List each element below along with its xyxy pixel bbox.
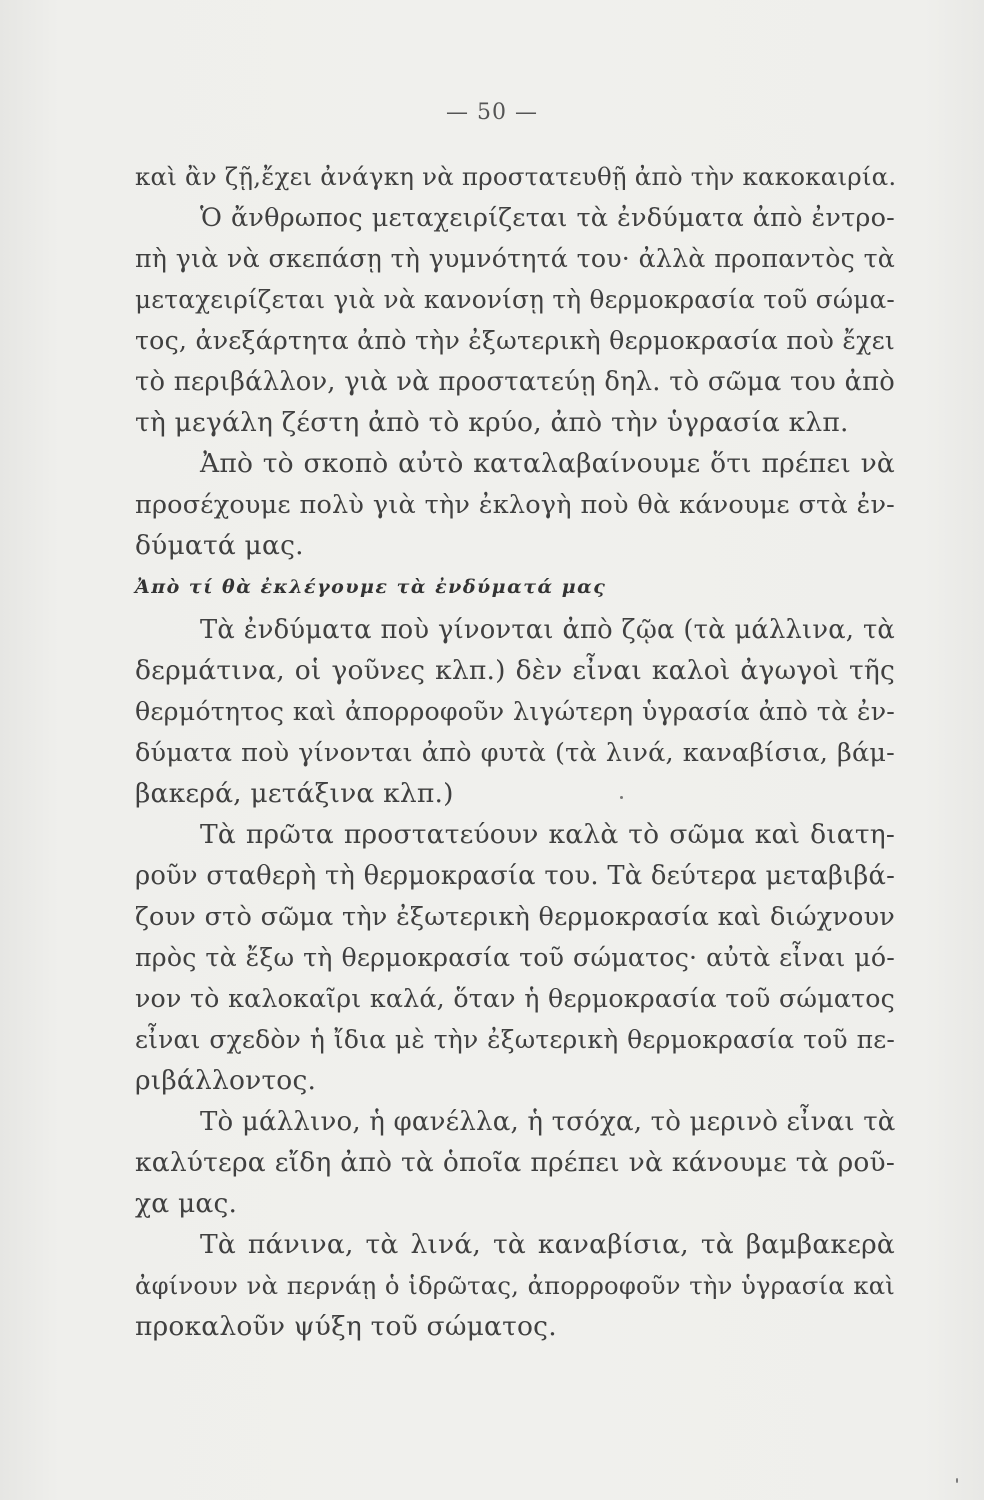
text-line: προκαλοῦν ψύξη τοῦ σώματος. (135, 1311, 557, 1342)
text-line: τος, ἀνεξάρτητα ἀπὸ τὴν ἐξωτερικὴ θερμοκρασία ποὺ ἔχει (135, 326, 895, 355)
text-line: καλύτερα εἴδη ἀπὸ τὰ ὁποῖα πρέπει νὰ κάνουμε τὰ ροῦ- (135, 1147, 895, 1178)
text-line: εἶναι σχεδὸν ἡ ἴδια μὲ τὴν ἐξωτερικὴ θερμοκρασία τοῦ πε- (135, 1025, 895, 1054)
page-number: — 50 — (446, 100, 538, 125)
text-line: πὴ γιὰ νὰ σκεπάσῃ τὴ γυμνότητά του· ἀλλὰ προπαντὸς τὰ (135, 244, 895, 273)
text-line: θερμότητος καὶ ἀπορροφοῦν λιγώτερη ὑγρασία ἀπὸ τὰ ἐν- (135, 697, 895, 726)
text-line: Τὰ πρῶτα προστατεύουν καλὰ τὸ σῶμα καὶ διατη- (200, 819, 895, 850)
text-line: τὴ μεγάλη ζέστη ἀπὸ τὸ κρύο, ἀπὸ τὴν ὑγρασία κλπ. (135, 407, 849, 438)
paper-speck (956, 1478, 958, 1483)
text-line: τὸ περιβάλλον, γιὰ νὰ προστατεύῃ δηλ. τὸ σῶμα του ἀπὸ (135, 367, 895, 397)
text-line: ριβάλλοντος. (135, 1065, 317, 1096)
text-line: μεταχειρίζεται γιὰ νὰ κανονίσῃ τὴ θερμοκρασία τοῦ σώμα- (135, 285, 895, 314)
text-line: βακερά, μετάξινα κλπ.) (135, 778, 454, 809)
text-line: ἀφίνουν νὰ περνάῃ ὁ ἱδρῶτας, ἀπορροφοῦν τὴν ὑγρασία καὶ (135, 1271, 895, 1300)
text-line: καὶ ἂν ζῇ,ἔχει ἀνάγκη νὰ προστατευθῇ ἀπὸ τὴν κακοκαιρία. (135, 162, 897, 191)
text-line: δύματα ποὺ γίνονται ἀπὸ φυτὰ (τὰ λινά, καναβίσια, βάμ- (135, 738, 895, 768)
text-line: πρὸς τὰ ἔξω τὴ θερμοκρασία τοῦ σώματος· αὐτὰ εἶναι μό- (135, 943, 895, 972)
text-line: Ὁ ἄνθρωπος μεταχειρίζεται τὰ ἐνδύματα ἀπὸ ἐντρο- (200, 203, 895, 233)
text-line: δύματά μας. (135, 530, 304, 561)
text-line: ροῦν σταθερὴ τὴ θερμοκρασία του. Τὰ δεύτερα μεταβιβά- (135, 861, 895, 891)
text-line: Τὰ ἐνδύματα ποὺ γίνονται ἀπὸ ζῷα (τὰ μάλλινα, τὰ (200, 615, 895, 645)
text-line: Ἀπὸ τὸ σκοπὸ αὐτὸ καταλαβαίνουμε ὅτι πρέπει νὰ (200, 448, 895, 479)
text-line: νον τὸ καλοκαῖρι καλά, ὅταν ἡ θερμοκρασία τοῦ σώματος (135, 984, 895, 1013)
text-line: Τὰ πάνινα, τὰ λινά, τὰ καναβίσια, τὰ βαμβακερὰ (200, 1229, 895, 1260)
text-line: ζουν στὸ σῶμα τὴν ἐξωτερικὴ θερμοκρασία καὶ διώχνουν (135, 902, 895, 932)
text-line: χα μας. (135, 1188, 238, 1219)
paper-speck (620, 796, 623, 799)
text-line: προσέχουμε πολὺ γιὰ τὴν ἐκλογὴ ποὺ θὰ κάνουμε στὰ ἐν- (135, 490, 895, 520)
text-line: δερμάτινα, οἱ γοῦνες κλπ.) δὲν εἶναι καλοὶ ἀγωγοὶ τῆς (135, 655, 895, 686)
section-heading: Ἀπὸ τί θὰ ἐκλέγουμε τὰ ἐνδύματά μας (135, 576, 607, 598)
text-line: Τὸ μάλλινο, ἡ φανέλλα, ἡ τσόχα, τὸ μερινὸ εἶναι τὰ (200, 1107, 896, 1137)
